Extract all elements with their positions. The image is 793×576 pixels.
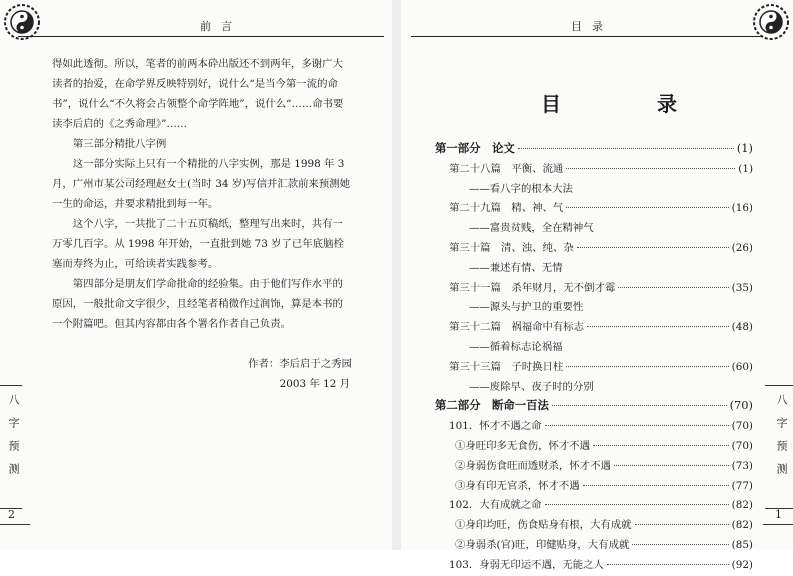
toc-entry-title: ——循着标志论祸福: [469, 340, 563, 353]
toc-entry[interactable]: [435, 417, 753, 437]
toc-page-number: (82): [731, 499, 753, 512]
toc-entry[interactable]: [435, 516, 753, 536]
toc-entry[interactable]: [435, 219, 753, 239]
toc-entry-title: 102．大有成就之命: [449, 499, 542, 512]
toc-leader-dots: [552, 405, 727, 406]
toc-page-number: (48): [731, 321, 753, 334]
toc-entry-title: 第三十三篇 子时换日柱: [449, 360, 564, 373]
toc-page-number: (82): [731, 519, 753, 532]
toc-entry[interactable]: [435, 378, 753, 398]
side-tab: [765, 385, 793, 509]
side-tab: [0, 385, 22, 509]
toc-leader-dots: [587, 326, 729, 327]
toc-page-number: (70): [731, 439, 753, 452]
paragraph: 第四部分是朋友们学命批命的经验集。由于他们写作水平的原因，一般批命文字很少，且经笔者稍微作过润饰，算是本书的一个附篇吧。但其内容都由各个署名作者自己负责。: [52, 278, 343, 330]
toc-page-number: (70): [729, 398, 753, 413]
toc-entry-title: ——看八字的根本大法: [469, 182, 573, 195]
toc-leader-dots: [577, 247, 729, 248]
toc-leader-dots: [618, 287, 728, 288]
paragraph: 这一部分实际上只有一个精批的八字实例，那是 1998 年 3 月，广州市某公司经理赵女士(当时 34 岁)写信并汇款前来预测她一生的命运，并要求精批到每一年。: [52, 158, 351, 210]
toc-entry-title: 第一部分 论文: [435, 141, 515, 155]
toc-entry-title: 103．身弱无印运不遇，无能之人: [449, 558, 604, 571]
toc-entry-title: 第二十八篇 平衡、流通: [449, 162, 564, 175]
toc-entry-title: 第三十一篇 杀年财月，无不倒才霉: [449, 281, 616, 294]
section-heading: 第三部分精批八字例: [72, 138, 167, 150]
toc-entry-title: ①身印均旺，伤食贴身有根，大有成就: [455, 519, 632, 532]
toc-entry[interactable]: [435, 457, 753, 477]
toc-entry[interactable]: [435, 318, 753, 338]
toc-entry-title: ②身弱杀(官)旺，印健贴身，大有成就: [455, 538, 630, 551]
toc-entry[interactable]: [435, 536, 753, 556]
toc-entry[interactable]: [435, 477, 753, 497]
toc-page-number: (1): [738, 162, 753, 175]
toc-entry[interactable]: [435, 239, 753, 259]
toc-title: 目 录: [541, 92, 715, 116]
toc-entry[interactable]: [435, 279, 753, 299]
toc-leader-dots: [614, 465, 729, 466]
header-rule: [411, 36, 761, 37]
page-header: 前言: [200, 20, 242, 33]
author-signature: 作者：李后启于之秀园: [248, 358, 352, 370]
toc-part-entry[interactable]: [435, 397, 753, 417]
toc-page-number: (16): [731, 202, 753, 215]
toc-entry-title: ——兼述有情、无情: [469, 261, 563, 274]
toc-page-number: (35): [731, 281, 753, 294]
toc-entry-title: ——富贵贫贱，全在精神气: [469, 222, 594, 235]
toc-entry[interactable]: [435, 338, 753, 358]
page-header: 目录: [571, 20, 613, 33]
toc-leader-dots: [518, 148, 734, 149]
toc-leader-dots: [635, 524, 729, 525]
page-number: 2: [8, 508, 15, 521]
toc-entry[interactable]: [435, 437, 753, 457]
toc-entry-title: 第二十九篇 精、神、气: [449, 202, 564, 215]
signature-date: 2003 年 12 月: [279, 378, 350, 390]
toc-leader-dots: [583, 485, 729, 486]
toc-leader-dots: [607, 564, 729, 565]
toc-entry-title: 第二部分 断命一百法: [435, 398, 549, 413]
preface-body: [52, 54, 352, 394]
side-tab-label: 八字预测: [775, 394, 788, 486]
toc-entry[interactable]: [435, 298, 753, 318]
toc-entry-title: 第三十二篇 祸福命中有标志: [449, 321, 585, 334]
left-page: [0, 0, 392, 550]
toc-page-number: (92): [731, 558, 753, 571]
page-number-rule: [763, 524, 793, 525]
toc-entry[interactable]: [435, 160, 753, 180]
toc-entry-title: ——源头与护卫的重要性: [469, 301, 584, 314]
toc-leader-dots: [566, 207, 728, 208]
toc-page-number: (70): [731, 420, 753, 433]
table-of-contents: [435, 140, 753, 576]
toc-page-number: (73): [731, 459, 753, 472]
page-number-rule: [0, 524, 30, 525]
toc-entry[interactable]: [435, 556, 753, 576]
toc-entry[interactable]: [435, 358, 753, 378]
toc-page-number: (60): [731, 360, 753, 373]
right-page: [401, 0, 793, 571]
toc-entry[interactable]: [435, 199, 753, 219]
toc-leader-dots: [632, 544, 728, 545]
toc-entry-title: 101．怀才不遇之命: [449, 420, 542, 433]
book-gutter: [392, 0, 401, 550]
toc-page-number: (77): [731, 479, 753, 492]
toc-leader-dots: [545, 504, 729, 505]
toc-entry[interactable]: [435, 496, 753, 516]
toc-page-number: (85): [731, 538, 753, 551]
toc-entry-title: 第三十篇 清、浊、纯、杂: [449, 241, 574, 254]
paragraph: 这个八字，一共批了二十五页稿纸，整理写出来时，共有一万零几百字。从 1998 年开始，一直批到她 73 岁了已年底脑栓塞而寿终为止，可给读者实践参考。: [52, 218, 344, 270]
toc-entry[interactable]: [435, 180, 753, 200]
toc-part-entry[interactable]: [435, 140, 753, 160]
toc-entry[interactable]: [435, 259, 753, 279]
toc-leader-dots: [566, 366, 728, 367]
paragraph: 得如此透彻。所以，笔者的前两本砕出版还不到两年，多谢广大读者的抬爱，在命学界反映特别好，说什么“是当今第一流的命书”，说什么“不久将会占领整个命学阵地”，说什么“……命书要读李后启的《之秀命理》”……: [52, 58, 344, 130]
toc-leader-dots: [593, 445, 729, 446]
side-tab-label: 八字预测: [7, 394, 20, 486]
toc-page-number: (1): [736, 141, 753, 155]
toc-page-number: (26): [731, 241, 753, 254]
page-number: 1: [775, 508, 782, 521]
toc-leader-dots: [545, 425, 729, 426]
toc-leader-dots: [566, 168, 735, 169]
header-rule: [18, 36, 384, 37]
toc-entry-title: ③身有印无官杀，怀才不遇: [455, 479, 580, 492]
toc-entry-title: ②身弱伤食旺而透财杀，怀才不遇: [455, 459, 611, 472]
toc-entry-title: ——废除早、夜子时的分别: [469, 380, 594, 393]
toc-entry-title: ①身旺印多无食伤，怀才不遇: [455, 439, 591, 452]
